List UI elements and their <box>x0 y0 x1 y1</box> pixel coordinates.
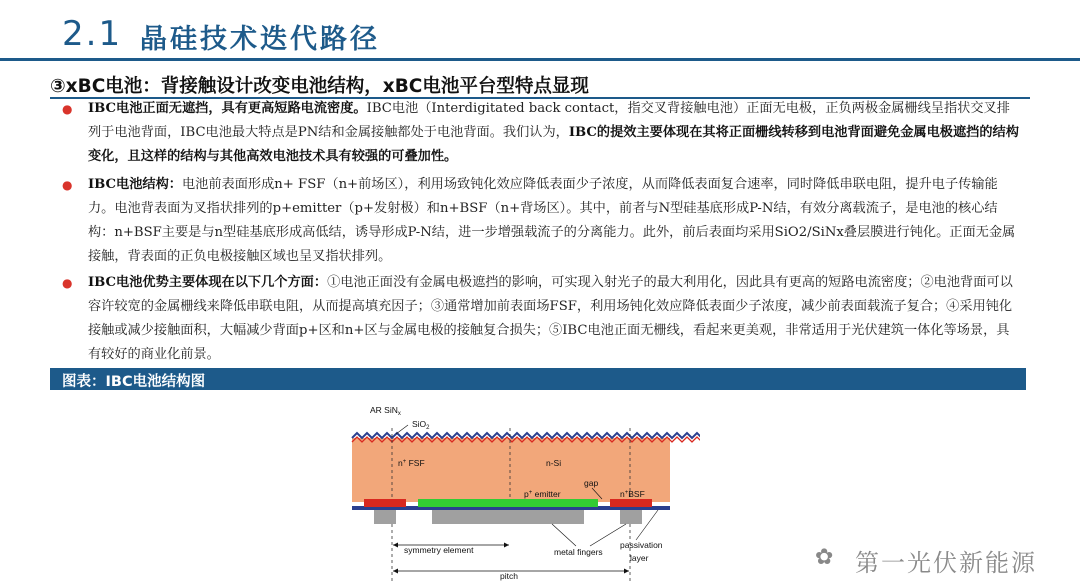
pitch-arrow-head-right <box>624 569 629 574</box>
section-title: 晶硅技术迭代路径 <box>140 24 380 55</box>
title-divider <box>0 58 1080 61</box>
pitch-arrow-head-left <box>393 569 398 574</box>
bullet-bold-tail: IBC的提效主要体现在其将正面栅线转移到电池背面避免金属电极遮挡的结构变化，且这样的结构与其他高效电池技术具有较强的可叠加性。 <box>88 125 1019 164</box>
bullet-body: 电池前表面形成n+ FSF（n+前场区），利用场致钝化效应降低表面少子浓度，从而降低表面复合速率，同时降低串联电阻，提升电子传输能力。电池背表面为叉指状排列的p+emitter（p+发射极）和n+BSF（n+背场区）。其中，前者与N型硅基底形成P-N结，有效分离载流子，是电池的核心结构：n+BSF主要是与n型硅基底形成高低结，诱导形成P-N结，进一步增强载流子的分离能力。此外，前后表面均采用SiO2/SiNx叠层膜进行钝化。正面无金属接触，背表面的正负电极接触区域也呈叉指状排列。 <box>88 177 1016 264</box>
watermark-text: 第一光伏新能源 <box>855 549 1037 577</box>
symmetry-arrow-head-right <box>504 543 509 548</box>
figure-caption: 图表：IBC电池结构图 <box>62 374 206 390</box>
bullet-bold-lead: IBC电池结构： <box>88 177 182 192</box>
label-gap: gap <box>584 478 599 488</box>
label-pitch: pitch <box>500 571 518 581</box>
bullet-bold-lead: IBC电池优势主要体现在以下几个方面： <box>88 275 328 290</box>
wechat-icon: ✿ <box>815 545 834 570</box>
subheading: ③xBC电池：背接触设计改变电池结构，xBC电池平台型特点显现 <box>50 76 589 97</box>
metal-finger-right <box>620 510 642 524</box>
bullet-body: IBC电池（Interdigitated back contact，指交叉背接触电池）正面无电极，正负两极金属栅线呈指状交叉排列于电池背面，IBC电池最大特点是PN结和金属接触都处于电池背面。我们认为， <box>88 101 1010 140</box>
bullet-body: ①电池正面没有金属电极遮挡的影响，可实现入射光子的最大利用化，因此具有更高的短路电流密度；②电池背面可以容许较宽的金属栅线来降低串联电阻，从而提高填充因子；③通常增加前表面场FSF，利用场钝化效应降低表面少子浓度，减少前表面载流子复合；④采用钝化接触或减少接触面积，大幅减少背面p+区和n+区与金属电极的接触复合损失；⑤IBC电池正面无栅线，看起来更美观，非常适用于光伏建筑一体化等场景，具有较好的商业化前景。 <box>88 275 1013 362</box>
symmetry-arrow-head-left <box>393 543 398 548</box>
label-layer: layer <box>630 553 649 563</box>
bullet-dot-icon: ● <box>62 276 73 290</box>
bullet-dot-icon: ● <box>62 102 73 116</box>
label-n-bsf: n+BSF <box>620 489 645 499</box>
pplus-emitter <box>418 499 598 507</box>
bullet-text <box>62 271 1022 367</box>
bullet-item-1 <box>62 97 1022 169</box>
bullet-item-2 <box>62 173 1022 269</box>
metal-finger-left <box>374 510 396 524</box>
metal-fingers-leader-1 <box>552 524 576 546</box>
label-symmetry-element: symmetry element <box>404 545 474 555</box>
figure-caption-bar <box>50 368 1026 390</box>
bullet-dot-icon: ● <box>62 178 73 192</box>
metal-finger-center <box>432 510 584 524</box>
bullet-bold-lead: IBC电池正面无遮挡，具有更高短路电流密度。 <box>88 101 367 116</box>
bullet-text <box>62 97 1022 169</box>
label-ar-sinx: AR SiN$_x$ <box>370 405 401 417</box>
label-sio2: SiO$_2$ <box>412 419 430 431</box>
bullet-item-3 <box>62 271 1022 367</box>
title-bar <box>0 0 1080 64</box>
ibc-cell-diagram <box>340 398 700 581</box>
nplus-bsf-left <box>364 499 406 507</box>
label-n-fsf: n+ FSF <box>398 458 425 468</box>
label-p-emitter: p+ emitter <box>524 489 561 499</box>
section-number: 2.1 <box>62 14 123 54</box>
label-n-si: n-Si <box>546 458 562 468</box>
watermark <box>815 543 1080 581</box>
label-metal-fingers: metal fingers <box>554 547 603 557</box>
label-passivation: passivation <box>620 540 663 550</box>
bullet-text <box>62 173 1022 269</box>
nplus-bsf-right <box>610 499 652 507</box>
